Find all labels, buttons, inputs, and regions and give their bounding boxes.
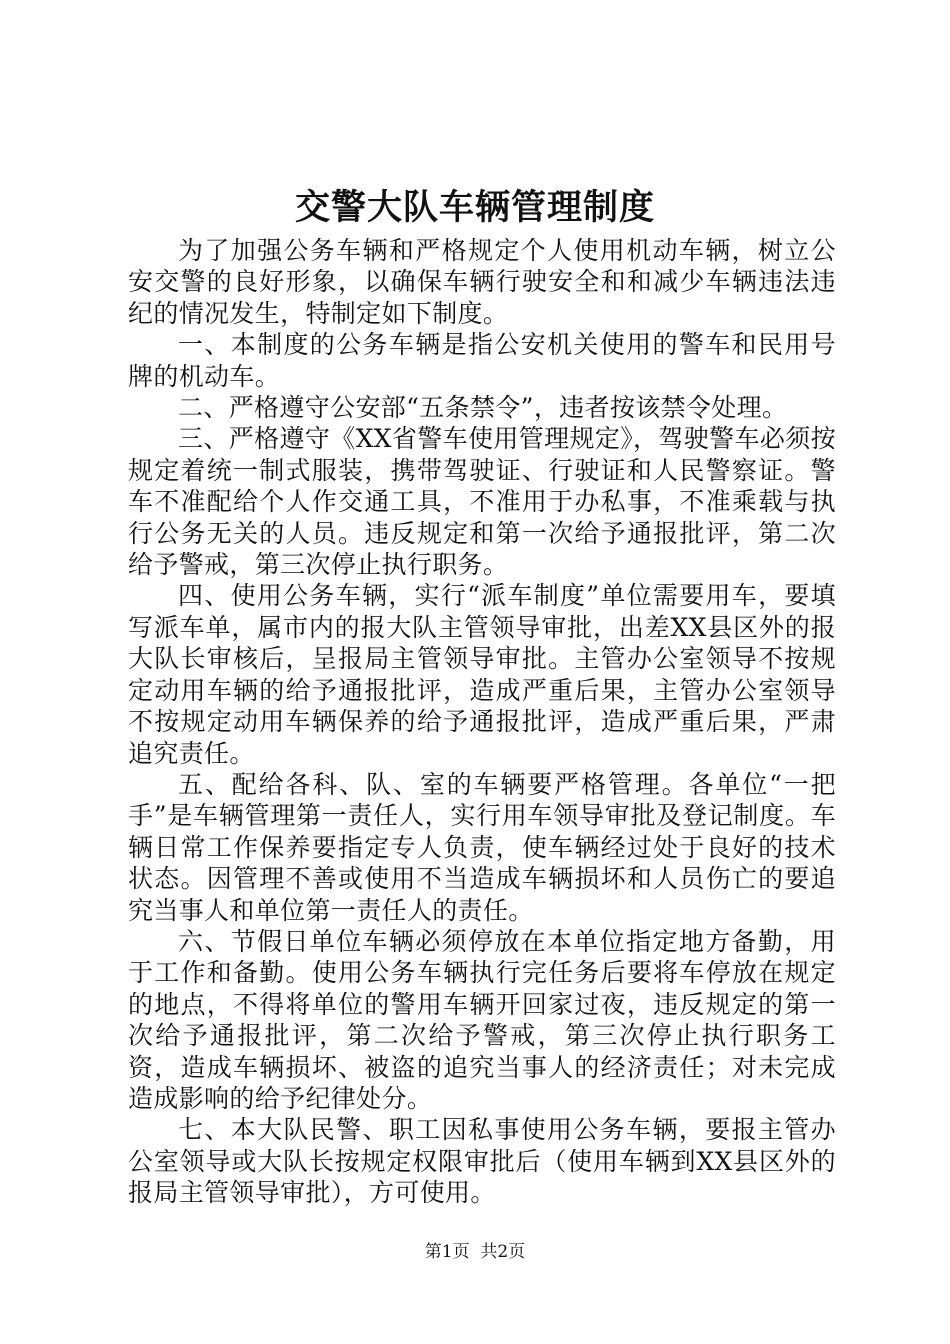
page-footer	[0, 1240, 950, 1264]
paragraph-3: 三、严格遵守《XX省警车使用管理规定》，驾驶警车必须按规定着统一制式服装，携带驾驶证、行驶证和人民警察证。警车不准配给个人作交通工具，不准用于办私事，不准乘载与执行公务无关的人员。违反规定和第一次给予通报批评，第二次给予警戒，第三次停止执行职务。	[128, 424, 836, 580]
page-number-label: 第1页 共2页	[424, 1242, 526, 1262]
paragraph-6: 六、节假日单位车辆必须停放在本单位指定地方备勤，用于工作和备勤。使用公务车辆执行完任务后要将车停放在规定的地点，不得将单位的警用车辆开回家过夜，违反规定的第一次给予通报批评，第二次给予警戒，第三次停止执行职务工资，造成车辆损坏、被盗的追究当事人的经济责任；对未完成造成影响的给予纪律处分。	[128, 926, 836, 1113]
paragraph-5: 五、配给各科、队、室的车辆要严格管理。各单位“一把手”是车辆管理第一责任人，实行用车领导审批及登记制度。车辆日常工作保养要指定专人负责，使车辆经过处于良好的技术状态。因管理不善或使用不当造成车辆损坏和人员伤亡的要追究当事人和单位第一责任人的责任。	[128, 769, 836, 925]
paragraph-1: 一、本制度的公务车辆是指公安机关使用的警车和民用号牌的机动车。	[128, 330, 836, 391]
paragraph-7: 七、本大队民警、职工因私事使用公务车辆，要报主管办公室领导或大队长按规定权限审批后（使用车辆到XX县区外的报局主管领导审批），方可使用。	[128, 1115, 836, 1208]
paragraph-4: 四、使用公务车辆，实行“派车制度”单位需要用车，要填写派车单，属市内的报大队主管领导审批，出差XX县区外的报大队长审核后，呈报局主管领导审批。主管办公室领导不按规定动用车辆的给予通报批评，造成严重后果，主管办公室领导不按规定动用车辆保养的给予通报批评，造成严重后果，严肃追究责任。	[128, 581, 836, 768]
paragraph-2: 二、严格遵守公安部“五条禁令”，违者按该禁令处理。	[178, 393, 788, 423]
paragraph-intro: 为了加强公务车辆和严格规定个人使用机动车辆，树立公安交警的良好形象，以确保车辆行驶安全和和减少车辆违法违纪的情况发生，特制定如下制度。	[128, 236, 836, 328]
document-body	[128, 235, 836, 1209]
document-title: 交警大队车辆管理制度	[294, 187, 655, 228]
